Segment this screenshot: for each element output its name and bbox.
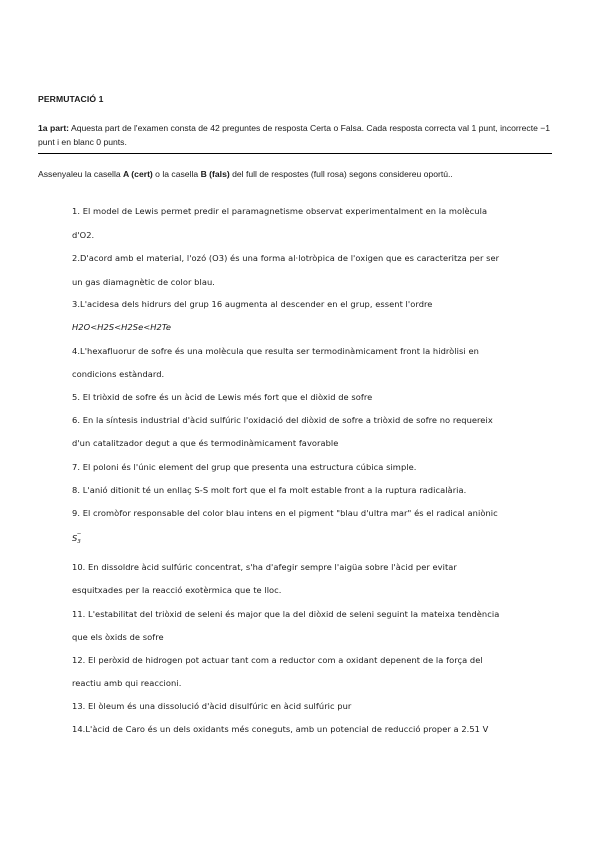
question-10-line-2: esquitxades per la reacció exotèrmica que te lloc. — [72, 585, 282, 595]
part-description: Aquesta part de l'examen consta de 42 preguntes de resposta Certa o Falsa. Cada resposta correcta val 1 punt, incorrecte −1 punt i en blanc 0 punts. — [38, 123, 551, 147]
permutation-title: PERMUTACIÓ 1 — [38, 94, 104, 104]
divider-line — [38, 153, 552, 154]
instructions-text-1: Assenyaleu la casella — [38, 169, 124, 179]
question-10-line-1: 10. En dissoldre àcid sulfúric concentrat, s'ha d'afegir sempre l'aigüa sobre l'àcid per evitar — [72, 562, 457, 572]
question-1-line-2: d'O2. — [72, 230, 95, 240]
question-4-line-2: condicions estàndard. — [72, 369, 165, 379]
instructions-paragraph — [38, 168, 568, 181]
question-2-line-2: un gas diamagnètic de color blau. — [72, 277, 215, 287]
option-a-label: A (cert) — [123, 169, 153, 179]
question-1-line-1: 1. El model de Lewis permet predir el paramagnetisme observat experimentalment en la molècula — [72, 206, 488, 216]
question-9-ion-formula — [72, 533, 81, 545]
question-14-line-1: 14.L'àcid de Caro és un dels oxidants més coneguts, amb un potencial de reducció proper a 2.51 V — [72, 724, 489, 734]
question-5-line-1: 5. El triòxid de sofre és un àcid de Lewis més fort que el diòxid de sofre — [72, 392, 373, 402]
question-3-line-1: 3.L'acidesa dels hidrurs del grup 16 augmenta al descender en el grup, essent l'ordre — [72, 299, 433, 309]
intro-paragraph — [38, 122, 558, 149]
question-3-formula: H2O<H2S<H2Se<H2Te — [72, 322, 172, 332]
option-b-label: B (fals) — [200, 169, 230, 179]
question-8-line-1: 8. L'anió ditionit té un enllaç S-S molt fort que el fa molt estable front a la ruptura radicalària. — [72, 485, 467, 495]
question-4-line-1: 4.L'hexafluorur de sofre és una molècula que resulta ser termodinàmicament front la hidròlisi en — [72, 346, 479, 356]
question-9-line-1: 9. El cromòfor responsable del color blau intens en el pigment "blau d'ultra mar" és el radical aniònic — [72, 508, 498, 518]
question-2-line-1: 2.D'acord amb el material, l'ozó (O3) és una forma al·lotròpica de l'oxigen que es caracteritza per ser — [72, 253, 500, 263]
ion-subscript: 3 — [77, 539, 81, 545]
question-7-line-1: 7. El poloni és l'únic element del grup que presenta una estructura cúbica simple. — [72, 462, 417, 472]
question-6-line-2: d'un catalitzador degut a que és termodinàmicament favorable — [72, 438, 339, 448]
question-11-line-1: 11. L'estabilitat del triòxid de seleni és major que la del diòxid de seleni seguint la mateixa tendència — [72, 609, 500, 619]
instructions-text-3: del full de respostes (full rosa) segons considereu oportú.. — [229, 169, 453, 179]
question-12-line-1: 12. El peròxid de hidrogen pot actuar tant com a reductor com a oxidant depenent de la força del — [72, 655, 483, 665]
question-6-line-1: 6. En la síntesis industrial d'àcid sulfúric l'oxidació del diòxid de sofre a triòxid de sofre no requereix — [72, 415, 493, 425]
question-11-line-2: que els òxids de sofre — [72, 632, 164, 642]
ion-superscript: − — [76, 531, 82, 538]
ion-symbol: S — [72, 533, 78, 543]
part-label: 1a part: — [38, 123, 70, 133]
question-12-line-2: reactiu amb qui reaccioni. — [72, 678, 182, 688]
question-13-line-1: 13. El òleum és una dissolució d'àcid disulfúric en àcid sulfúric pur — [72, 701, 352, 711]
instructions-text-2: o la casella — [152, 169, 201, 179]
